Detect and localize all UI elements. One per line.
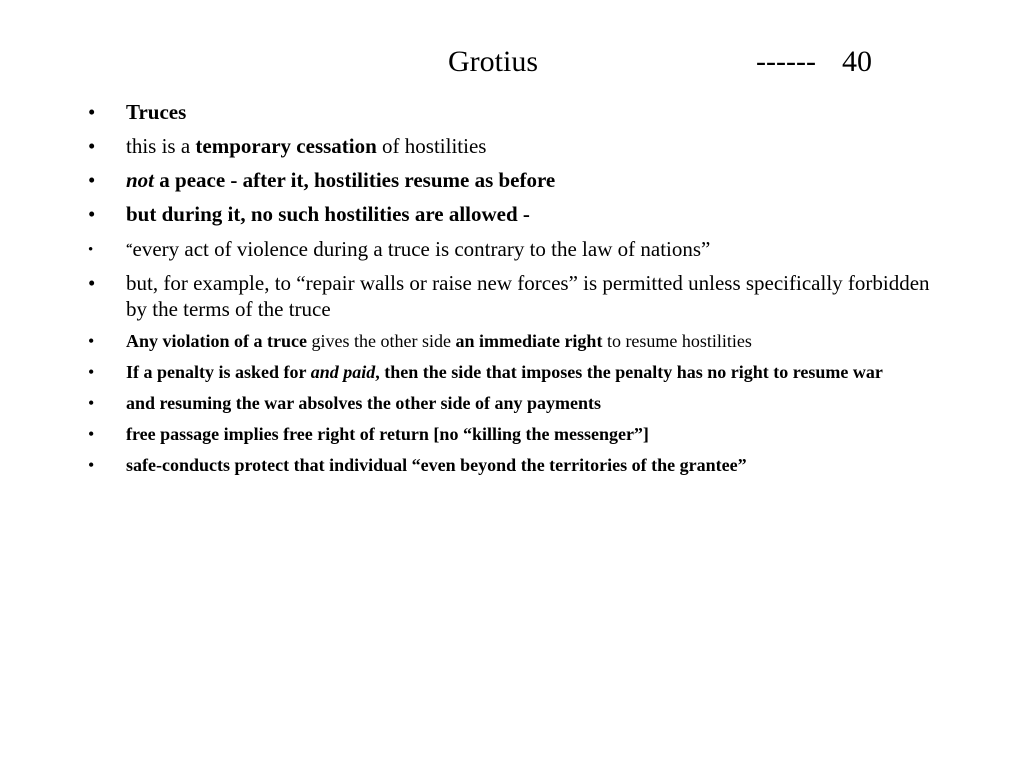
bullet-item-temporary-cessation xyxy=(0,133,1024,159)
bullet-item-not-a-peace xyxy=(0,167,1024,193)
bullet-text: If a penalty is asked for xyxy=(126,362,311,382)
bullet-text: gives the other side xyxy=(306,331,456,351)
bullet-item-penalty xyxy=(0,361,1024,384)
bullet-text: this is a xyxy=(126,134,196,158)
bullet-text-emphasis: temporary cessation xyxy=(195,134,377,158)
bullet-text: a peace - after it, hostilities resume as before xyxy=(154,168,556,192)
bullet-text: , then the side that imposes the penalty has no right to resume war xyxy=(375,362,883,382)
bullet-marker: • xyxy=(88,393,95,413)
slide-title: Grotius xyxy=(448,45,538,78)
bullet-marker: • xyxy=(88,424,95,444)
title-dashes: ------ xyxy=(756,45,816,78)
bullet-item-violation-of-truce xyxy=(0,330,1024,353)
bullet-text: but during it, no such hostilities are allowed - xyxy=(126,202,530,226)
bullet-text: and resuming the war absolves the other side of any payments xyxy=(126,393,602,413)
slide-page-number: 40 xyxy=(842,45,872,78)
bullet-marker: • xyxy=(88,455,95,475)
bullet-text: free passage implies free right of return [no “killing the messenger”] xyxy=(126,424,649,444)
bullet-marker: • xyxy=(88,362,95,382)
bullet-item-no-hostilities-allowed xyxy=(0,201,1024,227)
bullet-text: of hostilities xyxy=(376,134,487,158)
bullet-text: safe-conducts protect that individual “even beyond the territories of the grantee” xyxy=(126,455,747,475)
bullet-marker: • xyxy=(88,331,95,351)
bullet-text: to resume hostilities xyxy=(602,331,752,351)
bullet-marker: • xyxy=(88,168,96,192)
bullet-text: Truces xyxy=(126,100,187,124)
bullet-item-free-passage xyxy=(0,423,1024,446)
bullet-text-emphasis: not xyxy=(126,168,155,192)
bullet-item-act-of-violence xyxy=(0,235,1024,262)
slide-title-row xyxy=(0,44,1024,84)
bullet-list xyxy=(0,99,1024,485)
bullet-text-emphasis: Any violation of a truce xyxy=(126,331,307,351)
bullet-item-truces xyxy=(0,99,1024,125)
bullet-marker: • xyxy=(88,134,96,158)
open-quote-mark: “ xyxy=(126,240,133,255)
bullet-text-emphasis: and paid xyxy=(310,362,376,382)
bullet-marker: • xyxy=(88,100,96,124)
bullet-marker: • xyxy=(88,242,94,258)
bullet-text-emphasis: an immediate right xyxy=(455,331,603,351)
bullet-item-safe-conducts xyxy=(0,454,1024,477)
bullet-item-resuming-war xyxy=(0,392,1024,415)
bullet-marker: • xyxy=(88,271,96,295)
bullet-marker: • xyxy=(88,202,96,226)
bullet-text: but, for example, to “repair walls or raise new forces” is permitted unless specifically forbidden by the terms of the truce xyxy=(126,271,930,321)
bullet-item-repair-walls xyxy=(0,270,1024,322)
bullet-text: every act of violence during a truce is contrary to the law of nations” xyxy=(132,237,711,261)
